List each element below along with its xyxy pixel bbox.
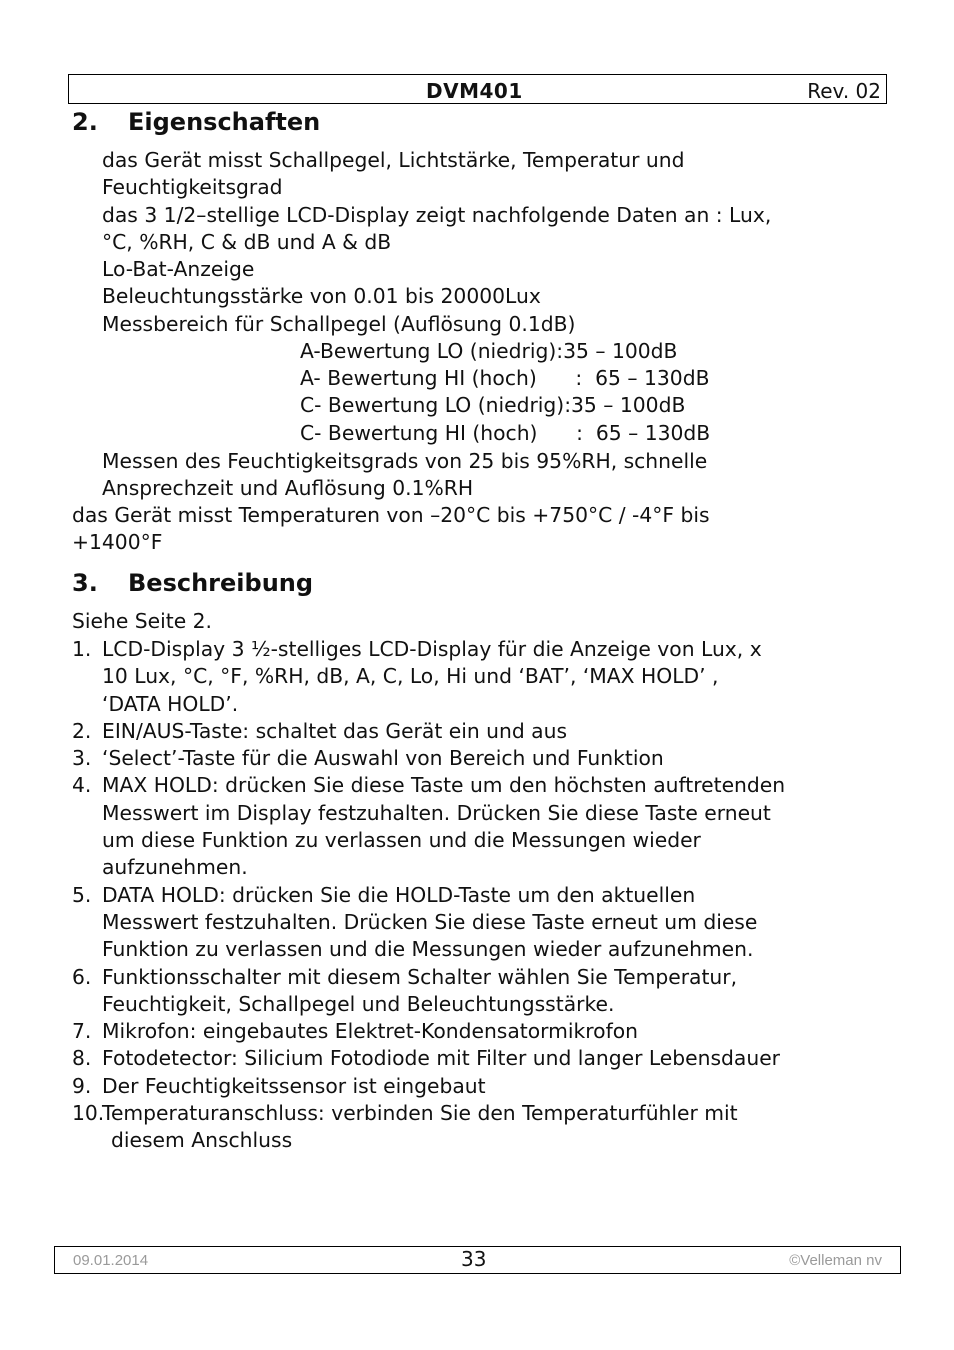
list-item-line: Funktion zu verlassen und die Messungen wieder aufzunehmen.	[102, 937, 754, 962]
footer-copyright: ©Velleman nv	[789, 1252, 882, 1269]
humidity-paragraph	[102, 448, 707, 503]
list-item-number: 10.	[72, 1101, 105, 1126]
feature-line: Feuchtigkeitsgrad	[102, 175, 283, 200]
list-item-line: Fotodetector: Silicium Fotodiode mit Filter und langer Lebensdauer	[102, 1046, 781, 1071]
page-header	[68, 74, 887, 104]
list-item-line: Messwert festzuhalten. Drücken Sie diese Taste erneut um diese	[102, 909, 758, 934]
list-item-line: LCD-Display 3 ½-stelliges LCD-Display für die Anzeige von Lux, x	[102, 637, 762, 661]
list-item-number: 5.	[72, 882, 92, 907]
list-item-number: 1.	[72, 637, 92, 661]
temperature-line: das Gerät misst Temperaturen von –20°C bis +750°C / -4°F bis	[72, 503, 710, 527]
feature-line: Messbereich für Schallpegel (Auflösung 0.1dB)	[102, 311, 576, 336]
range-a-lo: A-Bewertung LO (niedrig):35 – 100dB	[300, 339, 678, 363]
list-item	[72, 718, 892, 745]
temperature-paragraph	[72, 502, 710, 557]
list-item-line: 10 Lux, °C, °F, %RH, dB, A, C, Lo, Hi und ‘BAT’, ‘MAX HOLD’ ,	[102, 664, 719, 689]
page-number: 33	[461, 1247, 487, 1271]
list-item-line: um diese Funktion zu verlassen und die Messungen wieder	[102, 828, 701, 853]
temperature-line: +1400°F	[72, 530, 163, 555]
list-item-line: diesem Anschluss	[111, 1128, 293, 1153]
list-item	[72, 745, 892, 772]
range-a-hi: A- Bewertung HI (hoch) : 65 – 130dB	[300, 366, 710, 390]
list-item-number: 7.	[72, 1019, 92, 1044]
features-list	[102, 147, 771, 338]
list-item-line: Mikrofon: eingebautes Elektret-Kondensatormikrofon	[102, 1019, 638, 1044]
section-3-intro: Siehe Seite 2.	[72, 609, 212, 633]
feature-line: Lo-Bat-Anzeige	[102, 257, 255, 282]
model-name: DVM401	[426, 79, 523, 103]
list-item-line: ‘DATA HOLD’.	[102, 691, 239, 716]
list-item	[72, 882, 892, 964]
list-item	[72, 1100, 892, 1155]
section-2-title: Eigenschaften	[128, 108, 321, 136]
humidity-line: Messen des Feuchtigkeitsgrads von 25 bis 95%RH, schnelle	[102, 449, 708, 473]
list-item-line: MAX HOLD: drücken Sie diese Taste um den höchsten auftretenden	[102, 773, 786, 798]
section-3-heading	[72, 569, 313, 597]
humidity-line: Ansprechzeit und Auflösung 0.1%RH	[102, 476, 474, 501]
feature-line: °C, %RH, C & dB und A & dB	[102, 229, 392, 254]
list-item-line: Funktionsschalter mit diesem Schalter wählen Sie Temperatur,	[102, 964, 738, 989]
feature-line: das Gerät misst Schallpegel, Lichtstärke, Temperatur und	[102, 148, 685, 172]
range-c-hi: C- Bewertung HI (hoch) : 65 – 130dB	[300, 421, 711, 445]
list-item-number: 6.	[72, 964, 92, 989]
list-item	[72, 1073, 892, 1100]
revision: Rev. 02	[807, 79, 881, 103]
list-item-line: ‘Select’-Taste für die Auswahl von Bereich und Funktion	[102, 746, 664, 771]
list-item	[72, 964, 892, 1019]
list-item-line: Feuchtigkeit, Schallpegel und Beleuchtungsstärke.	[102, 991, 615, 1016]
section-2-number: 2.	[72, 108, 98, 136]
feature-line: das 3 1/2–stellige LCD-Display zeigt nachfolgende Daten an : Lux,	[102, 202, 772, 227]
list-item-number: 8.	[72, 1046, 92, 1071]
page-footer	[54, 1246, 901, 1274]
list-item-number: 3.	[72, 746, 92, 771]
description-list	[72, 636, 892, 1155]
list-item-line: aufzunehmen.	[102, 855, 248, 880]
feature-line: Beleuchtungsstärke von 0.01 bis 20000Lux	[102, 284, 541, 309]
list-item-line: DATA HOLD: drücken Sie die HOLD-Taste um den aktuellen	[102, 882, 696, 907]
section-3-title: Beschreibung	[128, 569, 314, 597]
list-item	[72, 1045, 892, 1072]
list-item-number: 9.	[72, 1073, 92, 1098]
section-2-heading	[72, 108, 320, 136]
list-item	[72, 772, 892, 881]
section-3-number: 3.	[72, 569, 98, 597]
list-item-line: Der Feuchtigkeitssensor ist eingebaut	[102, 1073, 486, 1098]
range-c-lo: C- Bewertung LO (niedrig):35 – 100dB	[300, 393, 686, 417]
list-item-line: Temperaturanschluss: verbinden Sie den Temperaturfühler mit	[102, 1101, 738, 1126]
footer-date: 09.01.2014	[73, 1252, 149, 1269]
list-item-number: 2.	[72, 718, 92, 743]
list-item	[72, 1018, 892, 1045]
list-item-line: Messwert im Display festzuhalten. Drücken Sie diese Taste erneut	[102, 800, 771, 825]
list-item-line: EIN/AUS-Taste: schaltet das Gerät ein und aus	[102, 718, 568, 743]
list-item-number: 4.	[72, 773, 92, 798]
list-item	[72, 636, 892, 718]
